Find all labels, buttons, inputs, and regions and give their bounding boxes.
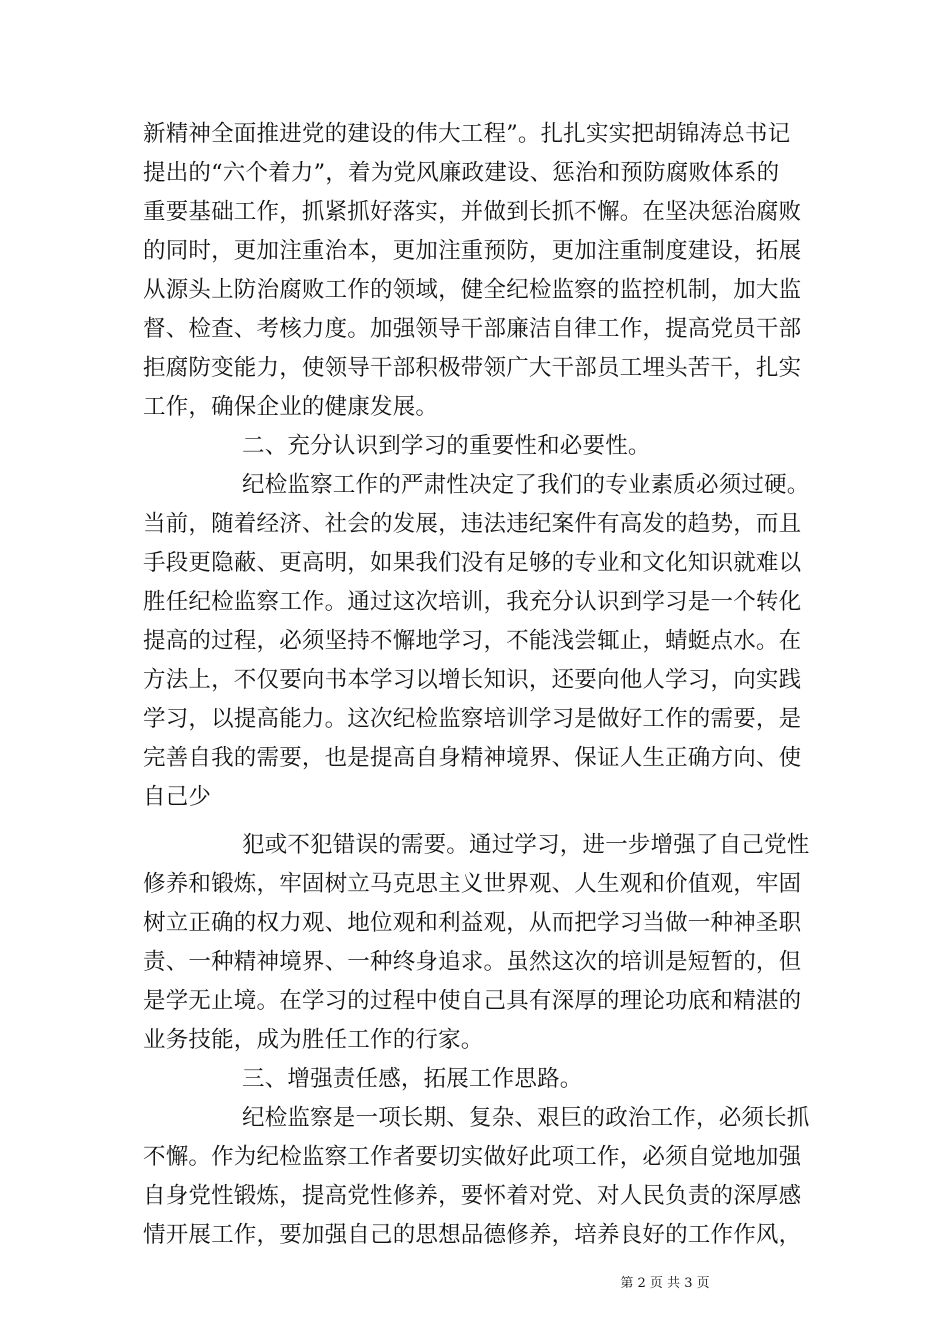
- section-heading: 三、增强责任感，拓展工作思路。: [242, 1066, 583, 1092]
- section-heading: 二、充分认识到学习的重要性和必要性。: [242, 433, 651, 459]
- text-line: 当前，随着经济、社会的发展，违法违纪案件有高发的趋势，而且: [143, 511, 802, 537]
- page-number: 第 2 页 共 3 页: [620, 1276, 710, 1291]
- text-line: 拒腐防变能力，使领导干部积极带领广大干部员工埋头苦干，扎实: [143, 355, 802, 381]
- text-line: 提出的“六个着力”，着为党风廉政建设、惩治和预防腐败体系的: [143, 160, 780, 186]
- page-footer: [0, 1276, 950, 1292]
- text-line: 情开展工作，要加强自己的思想品德修养，培养良好的工作作风，: [143, 1222, 802, 1248]
- text-line: 督、检查、考核力度。加强领导干部廉洁自律工作，提高党员干部: [143, 316, 802, 342]
- text-line: 责、一种精神境界、一种终身追求。虽然这次的培训是短暂的，但: [143, 949, 802, 975]
- paragraph-first-line: 纪检监察是一项长期、复杂、艰巨的政治工作，必须长抓: [242, 1105, 810, 1131]
- text-line: 工作，确保企业的健康发展。: [143, 394, 439, 420]
- paragraph-first-line: 纪检监察工作的严肃性决定了我们的专业素质必须过硬。: [242, 472, 810, 498]
- text-line: 自身党性锻炼，提高党性修养，要怀着对党、对人民负责的深厚感: [143, 1183, 802, 1209]
- paragraph-first-line: 犯或不犯错误的需要。通过学习，进一步增强了自己党性: [242, 832, 810, 858]
- text-line: 新精神全面推进党的建设的伟大工程”。扎扎实实把胡锦涛总书记: [143, 121, 791, 147]
- text-line: 自己少: [143, 784, 212, 810]
- text-line: 提高的过程，必须坚持不懈地学习，不能浅尝辄止，蜻蜓点水。在: [143, 628, 802, 654]
- text-line: 不懈。作为纪检监察工作者要切实做好此项工作，必须自觉地加强: [143, 1144, 802, 1170]
- text-line: 的同时，更加注重治本，更加注重预防，更加注重制度建设，拓展: [143, 238, 802, 264]
- text-line: 方法上，不仅要向书本学习以增长知识，还要向他人学习，向实践: [143, 667, 802, 693]
- text-line: 业务技能，成为胜任工作的行家。: [143, 1027, 484, 1053]
- text-line: 手段更隐蔽、更高明，如果我们没有足够的专业和文化知识就难以: [143, 550, 802, 576]
- text-line: 树立正确的权力观、地位观和利益观，从而把学习当做一种神圣职: [143, 910, 802, 936]
- text-line: 从源头上防治腐败工作的领域，健全纪检监察的监控机制，加大监: [143, 277, 802, 303]
- text-line: 重要基础工作，抓紧抓好落实，并做到长抓不懈。在坚决惩治腐败: [143, 199, 802, 225]
- text-line: 完善自我的需要，也是提高自身精神境界、保证人生正确方向、使: [143, 745, 802, 771]
- text-line: 胜任纪检监察工作。通过这次培训，我充分认识到学习是一个转化: [143, 589, 802, 615]
- text-line: 学习，以提高能力。这次纪检监察培训学习是做好工作的需要，是: [143, 706, 802, 732]
- text-line: 修养和锻炼，牢固树立马克思主义世界观、人生观和价值观，牢固: [143, 871, 802, 897]
- text-line: 是学无止境。在学习的过程中使自己具有深厚的理论功底和精湛的: [143, 988, 802, 1014]
